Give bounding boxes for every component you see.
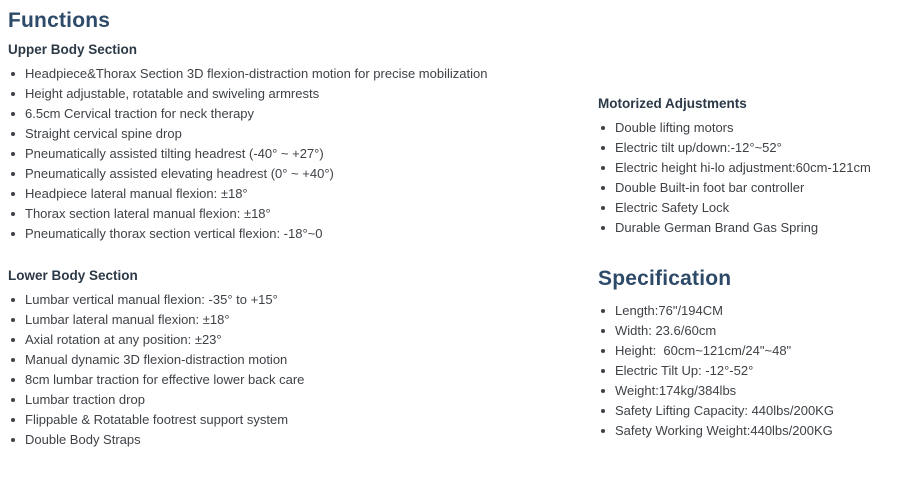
feature-item: Axial rotation at any position: ±23°	[8, 330, 553, 350]
spec-item: Width: 23.6/60cm	[598, 321, 898, 341]
feature-item: Double Built-in foot bar controller	[598, 178, 898, 198]
feature-item: Electric height hi-lo adjustment:60cm-121cm	[598, 158, 898, 178]
feature-item: Pneumatically assisted tilting headrest (-40° ~ +27°)	[8, 144, 553, 164]
spec-item: Height: 60cm~121cm/24"~48"	[598, 341, 898, 361]
functions-column	[8, 8, 553, 450]
feature-item: Flippable & Rotatable footrest support system	[8, 410, 553, 430]
feature-item: 8cm lumbar traction for effective lower back care	[8, 370, 553, 390]
upper-body-feature-list	[8, 64, 553, 244]
spec-item: Weight:174kg/384lbs	[598, 381, 898, 401]
feature-item: Lumbar lateral manual flexion: ±18°	[8, 310, 553, 330]
feature-item: 6.5cm Cervical traction for neck therapy	[8, 104, 553, 124]
spec-item: Safety Working Weight:440lbs/200KG	[598, 421, 898, 441]
feature-item: Lumbar traction drop	[8, 390, 553, 410]
feature-item: Headpiece lateral manual flexion: ±18°	[8, 184, 553, 204]
functions-title: Functions	[8, 9, 111, 32]
specification-list	[598, 301, 898, 441]
feature-item: Electric Safety Lock	[598, 198, 898, 218]
lower-body-section-heading: Lower Body Section	[8, 268, 138, 283]
spec-item: Electric Tilt Up: -12°-52°	[598, 361, 898, 381]
feature-item: Double Body Straps	[8, 430, 553, 450]
specification-title: Specification	[598, 267, 732, 290]
feature-item: Headpiece&Thorax Section 3D flexion-distraction motion for precise mobilization	[8, 64, 553, 84]
feature-item: Thorax section lateral manual flexion: ±18°	[8, 204, 553, 224]
feature-item: Manual dynamic 3D flexion-distraction motion	[8, 350, 553, 370]
feature-item: Pneumatically assisted elevating headrest (0° ~ +40°)	[8, 164, 553, 184]
feature-item: Pneumatically thorax section vertical flexion: -18°~0	[8, 224, 553, 244]
feature-item: Lumbar vertical manual flexion: -35° to +15°	[8, 290, 553, 310]
feature-item: Straight cervical spine drop	[8, 124, 553, 144]
specification-column	[598, 95, 898, 441]
feature-item: Double lifting motors	[598, 118, 898, 138]
lower-body-feature-list	[8, 290, 553, 450]
feature-item: Electric tilt up/down:-12°~52°	[598, 138, 898, 158]
spec-item: Safety Lifting Capacity: 440lbs/200KG	[598, 401, 898, 421]
motorized-feature-list	[598, 118, 898, 238]
feature-item: Height adjustable, rotatable and swiveling armrests	[8, 84, 553, 104]
upper-body-section-heading: Upper Body Section	[8, 42, 138, 57]
feature-item: Durable German Brand Gas Spring	[598, 218, 898, 238]
spec-item: Length:76"/194CM	[598, 301, 898, 321]
motorized-adjustments-heading: Motorized Adjustments	[598, 96, 747, 111]
